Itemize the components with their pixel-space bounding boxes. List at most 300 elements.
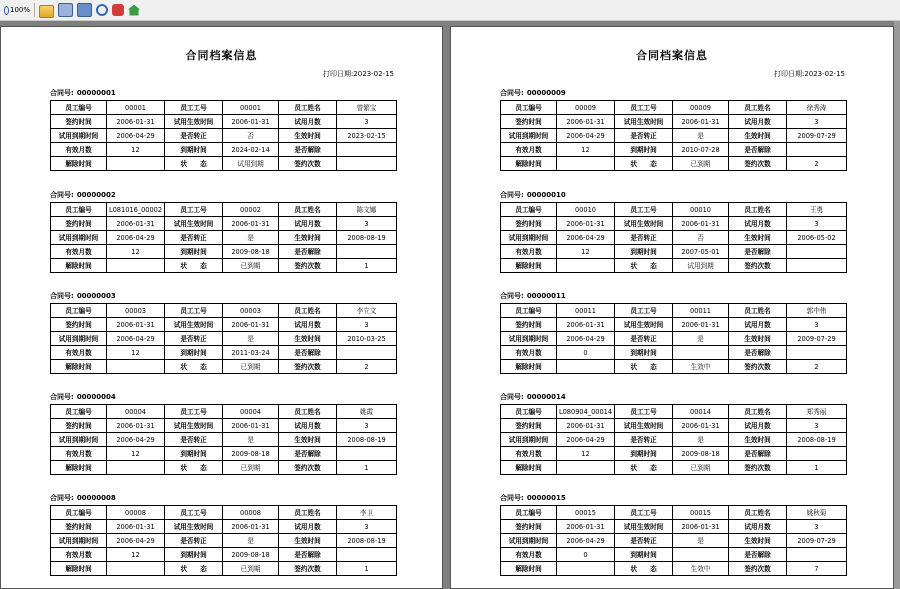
table-row	[51, 101, 397, 115]
table-row	[501, 115, 847, 129]
field-label: 员工编号	[51, 101, 107, 115]
field-value: 2010-03-25	[337, 332, 397, 346]
field-value: 已到期	[223, 562, 279, 576]
page-setup-button[interactable]	[58, 2, 73, 18]
field-value: 生效中	[673, 562, 729, 576]
field-value: 3	[787, 217, 847, 231]
field-label: 是否转正	[165, 433, 223, 447]
field-value: L081016_00002	[107, 203, 165, 217]
contract-record	[50, 189, 396, 273]
table-row	[501, 346, 847, 360]
field-label: 状 态	[165, 360, 223, 374]
field-label: 员工编号	[501, 101, 557, 115]
contract-record	[500, 290, 846, 374]
field-label: 生效时间	[279, 433, 337, 447]
field-label: 签约时间	[501, 520, 557, 534]
field-value: 2006-01-31	[223, 115, 279, 129]
field-label: 员工姓名	[729, 101, 787, 115]
field-label: 员工编号	[501, 405, 557, 419]
field-value: 2006-01-31	[223, 419, 279, 433]
field-value: 2023-02-15	[337, 129, 397, 143]
table-row	[501, 548, 847, 562]
field-value: 2009-08-18	[223, 548, 279, 562]
field-value: 3	[337, 419, 397, 433]
field-label: 是否转正	[615, 433, 673, 447]
zoom-button[interactable]	[4, 2, 30, 18]
field-label: 员工工号	[165, 101, 223, 115]
field-label: 是否解除	[279, 548, 337, 562]
contract-number	[50, 492, 396, 505]
field-value: 郭中伟	[787, 304, 847, 318]
field-value: 2006-01-31	[673, 520, 729, 534]
field-value: 00003	[223, 304, 279, 318]
field-value: 0	[557, 346, 615, 360]
field-value: 2006-01-31	[107, 419, 165, 433]
table-row	[51, 433, 397, 447]
field-value: 2006-01-31	[673, 115, 729, 129]
field-label: 员工姓名	[279, 304, 337, 318]
field-label: 是否解除	[279, 143, 337, 157]
field-label: 有效月数	[501, 245, 557, 259]
report-page-1	[0, 26, 443, 589]
field-value: 2006-04-29	[557, 129, 615, 143]
field-label: 解除时间	[51, 562, 107, 576]
field-value: 2006-01-31	[673, 318, 729, 332]
field-label: 签约次数	[729, 157, 787, 171]
field-value: 2006-04-29	[107, 433, 165, 447]
field-label: 是否解除	[729, 346, 787, 360]
field-label: 员工姓名	[729, 506, 787, 520]
contract-number	[500, 492, 846, 505]
field-label: 试用到期时间	[501, 433, 557, 447]
field-value: 12	[557, 245, 615, 259]
field-label: 是否解除	[279, 245, 337, 259]
field-label: 试用月数	[729, 318, 787, 332]
table-row	[501, 231, 847, 245]
field-label: 状 态	[615, 461, 673, 475]
table-row	[51, 259, 397, 273]
field-label: 生效时间	[279, 129, 337, 143]
field-value: 3	[337, 520, 397, 534]
field-label: 解除时间	[51, 157, 107, 171]
field-label: 员工姓名	[279, 101, 337, 115]
field-label: 状 态	[165, 259, 223, 273]
field-label: 员工工号	[615, 203, 673, 217]
field-value: 2006-01-31	[557, 419, 615, 433]
field-value: 2006-01-31	[223, 318, 279, 332]
field-value: 2	[337, 360, 397, 374]
field-label: 签约次数	[729, 360, 787, 374]
field-value	[673, 346, 729, 360]
contract-number-value: 00000010	[526, 191, 566, 199]
contract-table	[50, 404, 397, 475]
field-label: 有效月数	[501, 143, 557, 157]
contract-record	[500, 189, 846, 273]
field-value	[787, 346, 847, 360]
field-label: 员工编号	[501, 203, 557, 217]
field-label: 员工姓名	[279, 506, 337, 520]
print-button[interactable]	[77, 2, 92, 18]
table-row	[501, 405, 847, 419]
field-label: 有效月数	[51, 346, 107, 360]
contract-table	[50, 303, 397, 374]
field-value	[337, 548, 397, 562]
field-value: 2011-03-24	[223, 346, 279, 360]
page-setup-icon	[58, 3, 73, 17]
field-label: 有效月数	[51, 245, 107, 259]
field-label: 试用生效时间	[165, 217, 223, 231]
field-label: 员工工号	[615, 101, 673, 115]
field-value	[107, 259, 165, 273]
field-label: 签约时间	[51, 318, 107, 332]
field-value: 3	[337, 115, 397, 129]
field-label: 试用到期时间	[501, 231, 557, 245]
table-row	[51, 115, 397, 129]
table-row	[51, 405, 397, 419]
field-value: L080904_00014	[557, 405, 615, 419]
field-label: 签约时间	[501, 318, 557, 332]
contract-table	[500, 404, 847, 475]
contract-table	[50, 505, 397, 576]
field-value: 2006-04-29	[107, 231, 165, 245]
field-value: 2006-01-31	[107, 217, 165, 231]
field-value: 李立文	[337, 304, 397, 318]
contract-number-label: 合同号:	[50, 292, 74, 300]
field-value: 00015	[673, 506, 729, 520]
field-label: 试用到期时间	[51, 332, 107, 346]
home-icon	[128, 5, 140, 16]
field-label: 生效时间	[279, 534, 337, 548]
field-label: 员工工号	[165, 203, 223, 217]
field-value	[673, 548, 729, 562]
field-label: 试用生效时间	[615, 217, 673, 231]
field-label: 有效月数	[51, 548, 107, 562]
field-value: 2007-05-01	[673, 245, 729, 259]
field-label: 生效时间	[279, 332, 337, 346]
contract-number-label: 合同号:	[500, 89, 524, 97]
field-value: 2	[787, 360, 847, 374]
tools-icon	[112, 4, 124, 16]
report-page-2	[450, 26, 894, 589]
field-value	[337, 157, 397, 171]
table-row	[501, 157, 847, 171]
contract-number-value: 00000003	[76, 292, 116, 300]
table-row	[501, 360, 847, 374]
table-row	[51, 447, 397, 461]
field-label: 到期时间	[615, 245, 673, 259]
field-label: 签约时间	[51, 520, 107, 534]
field-value	[787, 447, 847, 461]
table-row	[501, 318, 847, 332]
field-label: 签约次数	[729, 562, 787, 576]
find-button[interactable]	[96, 2, 108, 18]
contract-table	[50, 202, 397, 273]
field-value: 曾繁宝	[337, 101, 397, 115]
field-value: 已到期	[223, 360, 279, 374]
table-row	[501, 419, 847, 433]
table-row	[51, 534, 397, 548]
contract-number-label: 合同号:	[50, 494, 74, 502]
field-value: 已到期	[673, 461, 729, 475]
field-value: 12	[557, 143, 615, 157]
contract-number-value: 00000009	[526, 89, 566, 97]
field-value: 00009	[673, 101, 729, 115]
field-label: 签约时间	[501, 419, 557, 433]
field-label: 试用生效时间	[615, 115, 673, 129]
field-label: 状 态	[165, 562, 223, 576]
field-label: 到期时间	[165, 346, 223, 360]
field-label: 员工编号	[501, 304, 557, 318]
field-label: 签约次数	[279, 259, 337, 273]
field-value: 00004	[223, 405, 279, 419]
field-label: 状 态	[165, 461, 223, 475]
table-row	[501, 332, 847, 346]
field-label: 试用月数	[279, 318, 337, 332]
field-label: 是否转正	[165, 534, 223, 548]
zoom-level: 100%	[9, 6, 30, 14]
field-value	[787, 259, 847, 273]
table-row	[51, 129, 397, 143]
field-label: 员工工号	[615, 506, 673, 520]
contract-number	[500, 189, 846, 202]
field-label: 生效时间	[729, 433, 787, 447]
field-label: 试用生效时间	[165, 419, 223, 433]
field-label: 到期时间	[615, 447, 673, 461]
field-value: 1	[337, 259, 397, 273]
field-value: 2006-04-29	[557, 231, 615, 245]
field-value: 2006-01-31	[673, 217, 729, 231]
contract-record	[50, 391, 396, 475]
contract-number-value: 00000002	[76, 191, 116, 199]
field-value: 2006-04-29	[107, 129, 165, 143]
contract-record	[500, 391, 846, 475]
contract-number-label: 合同号:	[50, 393, 74, 401]
field-value: 3	[787, 318, 847, 332]
field-value: 已到期	[223, 461, 279, 475]
print-date: 打印日期:2023-02-15	[322, 70, 394, 78]
field-label: 试用月数	[279, 520, 337, 534]
field-label: 解除时间	[501, 157, 557, 171]
field-value: 2008-08-19	[787, 433, 847, 447]
field-label: 试用生效时间	[615, 318, 673, 332]
field-value: 00010	[673, 203, 729, 217]
contract-number-label: 合同号:	[500, 393, 524, 401]
field-label: 员工姓名	[729, 203, 787, 217]
field-value: 是	[223, 534, 279, 548]
table-row	[51, 506, 397, 520]
field-label: 员工工号	[615, 405, 673, 419]
field-label: 试用月数	[279, 419, 337, 433]
field-label: 是否转正	[615, 332, 673, 346]
field-value: 2006-01-31	[557, 318, 615, 332]
field-value: 3	[337, 318, 397, 332]
field-value: 1	[337, 562, 397, 576]
field-label: 员工姓名	[279, 405, 337, 419]
field-label: 试用生效时间	[615, 520, 673, 534]
field-value: 是	[223, 231, 279, 245]
table-row	[501, 506, 847, 520]
field-label: 解除时间	[501, 259, 557, 273]
field-value: 2006-04-29	[557, 332, 615, 346]
field-label: 员工工号	[165, 405, 223, 419]
field-label: 员工编号	[51, 405, 107, 419]
field-value: 2009-07-29	[787, 129, 847, 143]
field-value: 12	[107, 447, 165, 461]
tools-button[interactable]	[112, 2, 124, 18]
field-value: 2006-05-02	[787, 231, 847, 245]
table-row	[51, 360, 397, 374]
field-label: 是否解除	[279, 346, 337, 360]
field-value: 1	[787, 461, 847, 475]
zoom-icon	[4, 6, 9, 15]
contract-table	[500, 303, 847, 374]
table-row	[51, 143, 397, 157]
field-value: 2006-01-31	[107, 115, 165, 129]
table-row	[501, 259, 847, 273]
field-value: 2024-02-14	[223, 143, 279, 157]
field-label: 试用到期时间	[51, 231, 107, 245]
field-value: 00008	[107, 506, 165, 520]
field-value: 2009-08-18	[673, 447, 729, 461]
table-row	[51, 318, 397, 332]
table-row	[501, 461, 847, 475]
table-row	[501, 203, 847, 217]
table-row	[51, 419, 397, 433]
field-label: 试用到期时间	[501, 332, 557, 346]
field-label: 员工姓名	[729, 304, 787, 318]
contract-table	[500, 505, 847, 576]
field-label: 签约次数	[279, 360, 337, 374]
printer-icon	[77, 3, 92, 17]
field-value	[337, 143, 397, 157]
field-value: 生效中	[673, 360, 729, 374]
field-value: 2006-04-29	[107, 534, 165, 548]
field-label: 员工编号	[51, 304, 107, 318]
table-row	[51, 245, 397, 259]
field-label: 员工姓名	[729, 405, 787, 419]
field-label: 到期时间	[165, 447, 223, 461]
field-value: 00001	[223, 101, 279, 115]
field-label: 签约次数	[279, 562, 337, 576]
field-value: 7	[787, 562, 847, 576]
field-label: 生效时间	[729, 534, 787, 548]
field-label: 有效月数	[51, 143, 107, 157]
table-row	[51, 332, 397, 346]
field-value: 2006-04-29	[557, 433, 615, 447]
table-row	[501, 217, 847, 231]
field-value: 试用到期	[673, 259, 729, 273]
field-value: 00011	[557, 304, 615, 318]
home-button[interactable]	[128, 2, 140, 18]
vertical-scrollbar[interactable]	[894, 21, 900, 589]
field-label: 到期时间	[615, 346, 673, 360]
field-value: 00008	[223, 506, 279, 520]
field-value: 12	[107, 346, 165, 360]
contract-number-value: 00000014	[526, 393, 566, 401]
field-value: 2006-01-31	[557, 217, 615, 231]
table-row	[501, 562, 847, 576]
field-label: 有效月数	[51, 447, 107, 461]
field-value: 00014	[673, 405, 729, 419]
field-label: 试用到期时间	[501, 534, 557, 548]
field-label: 试用月数	[729, 520, 787, 534]
contract-record	[50, 87, 396, 171]
field-value: 已到期	[223, 259, 279, 273]
field-label: 解除时间	[51, 360, 107, 374]
field-value: 2006-01-31	[673, 419, 729, 433]
contract-table	[50, 100, 397, 171]
field-label: 生效时间	[729, 129, 787, 143]
contract-number-label: 合同号:	[500, 292, 524, 300]
field-label: 员工编号	[51, 203, 107, 217]
field-label: 是否解除	[729, 143, 787, 157]
field-label: 状 态	[615, 562, 673, 576]
field-value: 12	[107, 245, 165, 259]
field-value: 2009-07-29	[787, 534, 847, 548]
toolbar	[0, 0, 900, 21]
field-label: 状 态	[615, 157, 673, 171]
field-label: 有效月数	[501, 346, 557, 360]
field-value	[107, 157, 165, 171]
field-label: 状 态	[615, 360, 673, 374]
table-row	[51, 203, 397, 217]
field-value: 姚秋菊	[787, 506, 847, 520]
table-row	[51, 562, 397, 576]
field-value: 00011	[673, 304, 729, 318]
field-label: 试用月数	[729, 217, 787, 231]
field-value: 王勇	[787, 203, 847, 217]
field-label: 签约次数	[279, 461, 337, 475]
contract-table	[500, 100, 847, 171]
contract-number-value: 00000001	[76, 89, 116, 97]
field-value: 00004	[107, 405, 165, 419]
field-label: 试用到期时间	[501, 129, 557, 143]
field-label: 有效月数	[501, 447, 557, 461]
field-label: 试用生效时间	[165, 520, 223, 534]
field-value: 00010	[557, 203, 615, 217]
field-value	[107, 360, 165, 374]
field-label: 签约时间	[501, 115, 557, 129]
field-label: 试用月数	[729, 419, 787, 433]
field-label: 签约次数	[729, 259, 787, 273]
field-value: 12	[557, 447, 615, 461]
field-label: 解除时间	[501, 562, 557, 576]
field-value: 3	[787, 115, 847, 129]
field-label: 试用月数	[279, 115, 337, 129]
contract-number-label: 合同号:	[50, 89, 74, 97]
field-value: 2006-01-31	[107, 318, 165, 332]
search-icon	[96, 4, 108, 16]
field-label: 是否解除	[729, 447, 787, 461]
field-label: 是否转正	[615, 534, 673, 548]
field-label: 签约时间	[51, 419, 107, 433]
field-value: 是	[673, 332, 729, 346]
field-label: 是否解除	[279, 447, 337, 461]
field-value: 2006-04-29	[557, 534, 615, 548]
field-label: 状 态	[615, 259, 673, 273]
open-button[interactable]	[39, 2, 54, 18]
field-label: 生效时间	[279, 231, 337, 245]
field-value: 2008-08-19	[337, 433, 397, 447]
table-row	[51, 346, 397, 360]
field-label: 员工编号	[501, 506, 557, 520]
contract-record	[50, 492, 396, 576]
field-value: 3	[787, 520, 847, 534]
field-label: 试用到期时间	[51, 534, 107, 548]
field-value: 是	[223, 332, 279, 346]
field-label: 试用到期时间	[51, 433, 107, 447]
field-value: 2006-04-29	[107, 332, 165, 346]
